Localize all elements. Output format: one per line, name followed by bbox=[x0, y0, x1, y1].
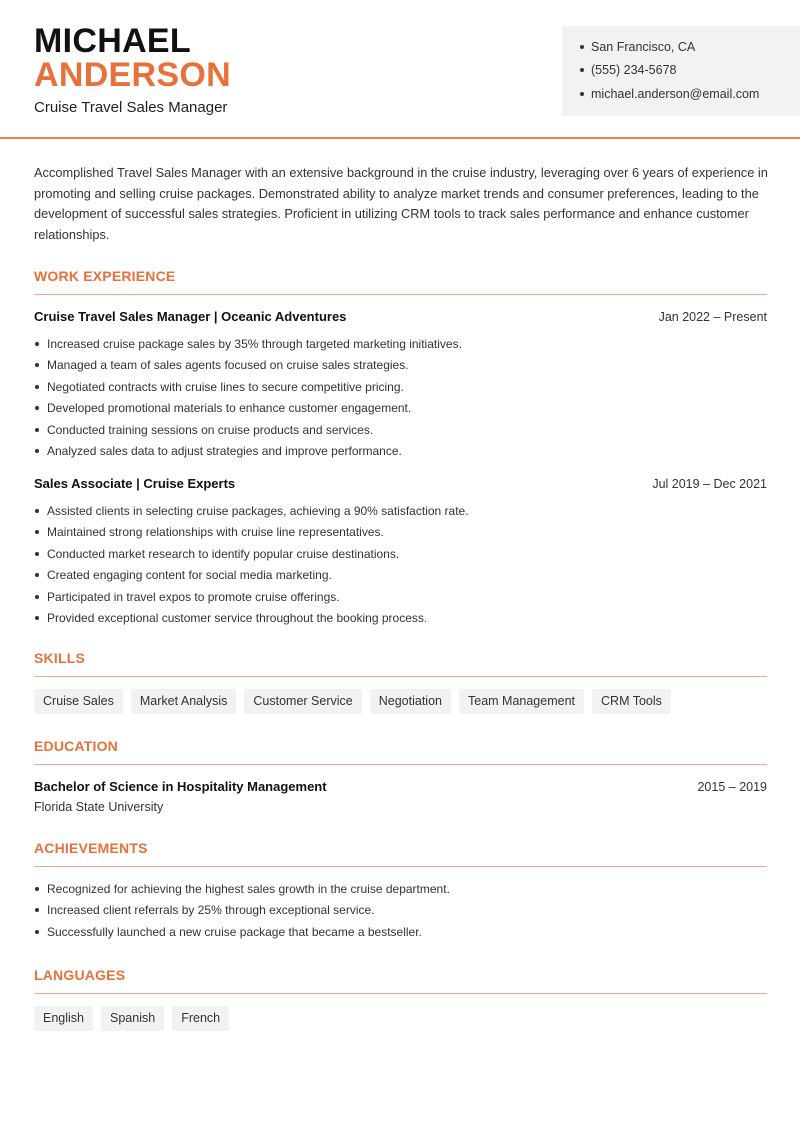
contact-phone bbox=[580, 63, 676, 77]
languages-list bbox=[34, 1006, 229, 1031]
list-item: Analyzed sales data to adjust strategies and improve performance. bbox=[34, 443, 767, 464]
job-role: Cruise Travel Sales Manager | Oceanic Adventures bbox=[34, 309, 347, 324]
section-title-languages: LANGUAGES bbox=[34, 967, 126, 983]
contact-location bbox=[580, 40, 695, 54]
list-item: Assisted clients in selecting cruise packages, achieving a 90% satisfaction rate. bbox=[34, 503, 767, 524]
list-item: Increased client referrals by 25% through exceptional service. bbox=[34, 902, 767, 923]
skill-chip: Cruise Sales bbox=[34, 689, 123, 714]
list-item: Conducted training sessions on cruise products and services. bbox=[34, 422, 767, 443]
section-divider bbox=[34, 866, 767, 867]
section-title-skills: SKILLS bbox=[34, 650, 85, 666]
list-item: Participated in travel expos to promote cruise offerings. bbox=[34, 589, 767, 610]
summary-paragraph: Accomplished Travel Sales Manager with an extensive background in the cruise industry, leveraging over 6 years of experience in promoting and selling cruise packages. Demonstrated ability to analyze market trends and consumer preferences, leading to the development of successful sales strategies. Proficient in utilizing CRM tools to track sales performance and enhance customer relationships. bbox=[34, 165, 768, 243]
first-name: MICHAEL bbox=[34, 22, 191, 60]
bullet-icon bbox=[580, 68, 584, 72]
job-dates: Jul 2019 – Dec 2021 bbox=[652, 477, 767, 491]
education-dates: 2015 – 2019 bbox=[697, 780, 767, 794]
job-bullets bbox=[34, 336, 767, 464]
section-divider bbox=[34, 993, 767, 994]
section-title-work: WORK EXPERIENCE bbox=[34, 268, 176, 284]
contact-box bbox=[562, 26, 800, 116]
list-item: Developed promotional materials to enhance customer engagement. bbox=[34, 400, 767, 421]
section-title-achievements: ACHIEVEMENTS bbox=[34, 840, 148, 856]
language-chip: English bbox=[34, 1006, 93, 1031]
language-chip: Spanish bbox=[101, 1006, 164, 1031]
skill-chip: Team Management bbox=[459, 689, 584, 714]
language-chip: French bbox=[172, 1006, 229, 1031]
list-item: Managed a team of sales agents focused on cruise sales strategies. bbox=[34, 357, 767, 378]
list-item: Created engaging content for social media marketing. bbox=[34, 567, 767, 588]
school-name: Florida State University bbox=[34, 800, 164, 814]
bullet-icon bbox=[580, 45, 584, 49]
email-text[interactable]: michael.anderson@email.com bbox=[591, 87, 760, 101]
section-title-education: EDUCATION bbox=[34, 738, 118, 754]
list-item: Increased cruise package sales by 35% through targeted marketing initiatives. bbox=[34, 336, 767, 357]
section-divider bbox=[34, 294, 767, 295]
last-name: ANDERSON bbox=[34, 56, 231, 94]
list-item: Conducted market research to identify popular cruise destinations. bbox=[34, 546, 767, 567]
list-item: Maintained strong relationships with cruise line representatives. bbox=[34, 524, 767, 545]
section-divider bbox=[34, 676, 767, 677]
list-item: Provided exceptional customer service throughout the booking process. bbox=[34, 610, 767, 631]
skill-chip: Customer Service bbox=[244, 689, 361, 714]
list-item: Successfully launched a new cruise package that became a bestseller. bbox=[34, 924, 767, 945]
skill-chip: Market Analysis bbox=[131, 689, 237, 714]
job-bullets bbox=[34, 503, 767, 631]
degree: Bachelor of Science in Hospitality Management bbox=[34, 779, 327, 794]
skill-chip: Negotiation bbox=[370, 689, 451, 714]
list-item: Negotiated contracts with cruise lines to secure competitive pricing. bbox=[34, 379, 767, 400]
location-text: San Francisco, CA bbox=[591, 40, 696, 54]
skills-list bbox=[34, 689, 671, 714]
section-divider bbox=[34, 764, 767, 765]
bullet-icon bbox=[580, 92, 584, 96]
skill-chip: CRM Tools bbox=[592, 689, 671, 714]
contact-email[interactable] bbox=[580, 87, 759, 101]
job-dates: Jan 2022 – Present bbox=[658, 310, 767, 324]
job-role: Sales Associate | Cruise Experts bbox=[34, 476, 236, 491]
phone-text: (555) 234-5678 bbox=[591, 63, 677, 77]
achievements-list bbox=[34, 881, 767, 945]
resume-header bbox=[0, 0, 800, 139]
list-item: Recognized for achieving the highest sales growth in the cruise department. bbox=[34, 881, 767, 902]
job-title: Cruise Travel Sales Manager bbox=[34, 99, 228, 116]
